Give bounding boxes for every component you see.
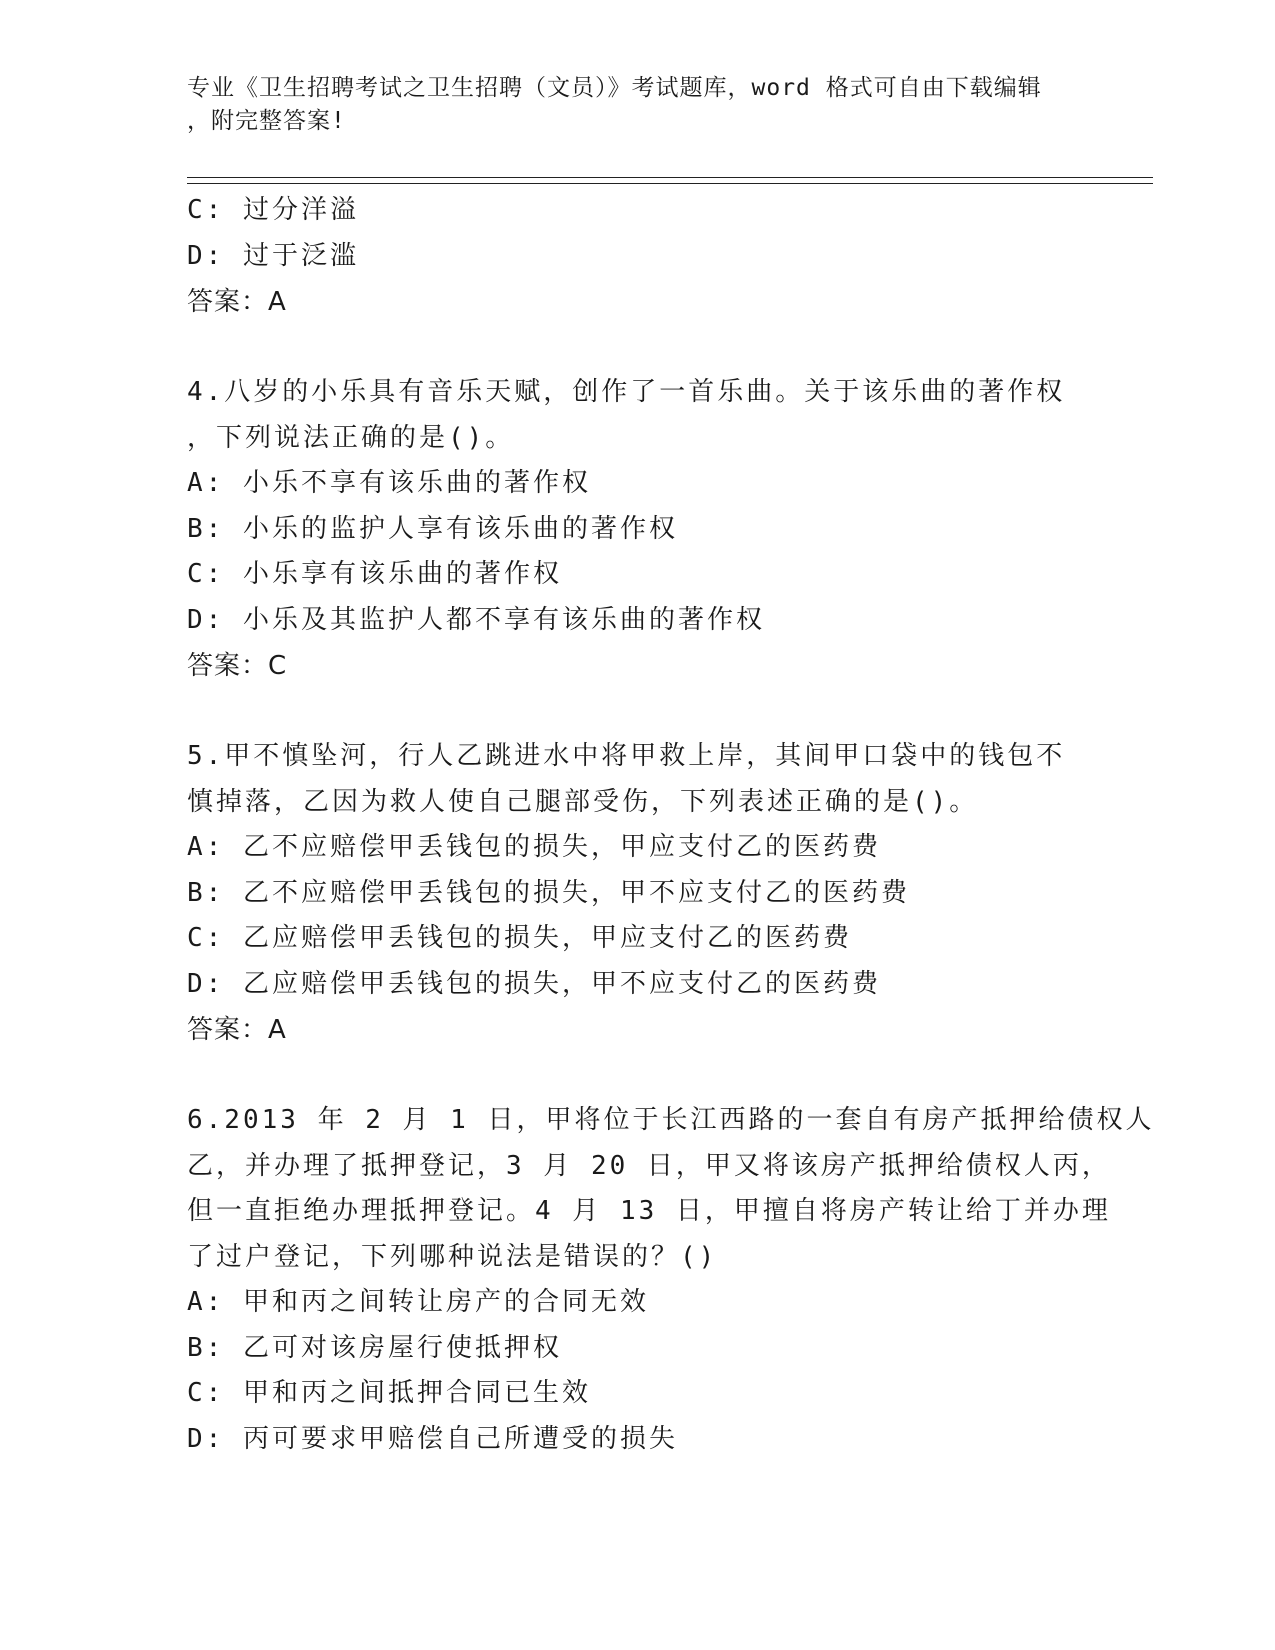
option-b: B: 小乐的监护人享有该乐曲的著作权 [187, 513, 678, 544]
question-text-line: 慎掉落，乙因为救人使自己腿部受伤，下列表述正确的是()。 [187, 786, 979, 817]
question-3-continued [187, 188, 1087, 325]
header-line-1: 专业《卫生招聘考试之卫生招聘（文员）》考试题库，word 格式可自由下载编辑 [187, 75, 1042, 101]
option-d: D: 乙应赔偿甲丢钱包的损失，甲不应支付乙的医药费 [187, 968, 881, 999]
option-c: C: 过分洋溢 [187, 195, 359, 225]
option-b: B: 乙可对该房屋行使抵押权 [187, 1332, 562, 1363]
option-d: D: 丙可要求甲赔偿自己所遭受的损失 [187, 1423, 678, 1454]
question-5 [187, 734, 1087, 1053]
answer-line: 答案：C [187, 651, 288, 681]
option-a: A: 甲和丙之间转让房产的合同无效 [187, 1287, 649, 1317]
option-c: C: 甲和丙之间抵押合同已生效 [187, 1378, 591, 1408]
header-rule-top [187, 177, 1153, 178]
question-text-line: 5.甲不慎坠河，行人乙跳进水中将甲救上岸，其间甲口袋中的钱包不 [187, 741, 1066, 771]
option-a: A: 小乐不享有该乐曲的著作权 [187, 468, 591, 498]
option-a: A: 乙不应赔偿甲丢钱包的损失，甲应支付乙的医药费 [187, 832, 881, 862]
option-c: C: 乙应赔偿甲丢钱包的损失，甲应支付乙的医药费 [187, 923, 852, 953]
question-text-line: 4.八岁的小乐具有音乐天赋，创作了一首乐曲。关于该乐曲的著作权 [187, 377, 1066, 407]
question-text-line: 6.2013 年 2 月 1 日，甲将位于长江西路的一套自有房产抵押给债权人 [187, 1105, 1155, 1135]
header-line-2: ，附完整答案! [187, 108, 346, 134]
option-c: C: 小乐享有该乐曲的著作权 [187, 559, 562, 589]
option-d: D: 小乐及其监护人都不享有该乐曲的著作权 [187, 604, 765, 635]
answer-line: 答案：A [187, 287, 287, 317]
header-rule-bottom [187, 183, 1153, 184]
question-text-line: ，下列说法正确的是()。 [187, 422, 515, 453]
question-text-line: 但一直拒绝办理抵押登记。4 月 13 日，甲擅自将房产转让给丁并办理 [187, 1196, 1111, 1226]
page-header [187, 72, 1087, 138]
option-b: B: 乙不应赔偿甲丢钱包的损失，甲不应支付乙的医药费 [187, 877, 910, 908]
question-list [187, 188, 1155, 1462]
question-4 [187, 370, 1087, 689]
option-d: D: 过于泛滥 [187, 240, 359, 271]
question-6 [187, 1098, 1155, 1462]
question-text-line: 了过户登记，下列哪种说法是错误的？() [187, 1241, 718, 1272]
question-text-line: 乙，并办理了抵押登记，3 月 20 日，甲又将该房产抵押给债权人丙， [187, 1150, 1111, 1181]
answer-line: 答案：A [187, 1015, 287, 1045]
